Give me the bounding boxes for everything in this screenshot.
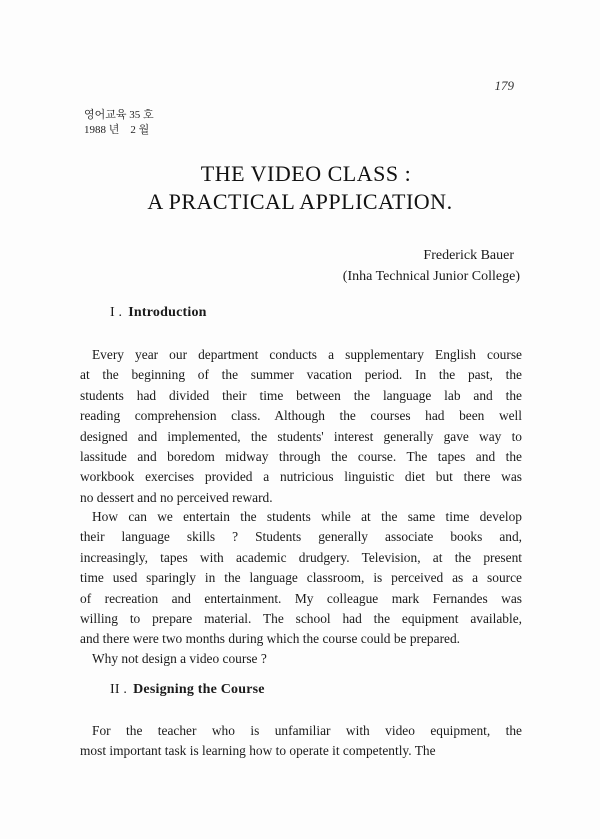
paragraph-1 bbox=[80, 345, 522, 508]
author-affiliation: (Inha Technical Junior College) bbox=[342, 269, 520, 284]
title-line-1: THE VIDEO CLASS : bbox=[200, 161, 412, 186]
text-line: Every year our department conducts a supplementary English course bbox=[92, 347, 522, 362]
section-heading-introduction bbox=[110, 305, 207, 321]
journal-date: 1988 년 2 월 bbox=[84, 124, 150, 136]
text-line: lassitude and boredom midway through the course. The tapes and the bbox=[80, 449, 522, 465]
author-name: Frederick Bauer bbox=[423, 248, 514, 263]
text-line: Why not design a video course ? bbox=[92, 651, 267, 666]
text-line: designed and implemented, the students' interest generally gave way to bbox=[80, 428, 522, 444]
section-title: Introduction bbox=[128, 305, 207, 320]
text-line: willing to prepare material. The school had the equipment available, bbox=[80, 611, 522, 627]
page-number: 179 bbox=[494, 78, 514, 93]
paragraph-4 bbox=[80, 721, 522, 762]
title-line-2: A PRACTICAL APPLICATION. bbox=[147, 189, 453, 214]
text-line: most important task is learning how to operate it competently. The bbox=[80, 743, 436, 759]
text-line: their language skills ? Students generally associate books and, bbox=[80, 529, 522, 545]
text-line: students had divided their time between the language lab and the bbox=[80, 387, 522, 403]
author-block bbox=[343, 245, 520, 287]
section-title: Designing the Course bbox=[133, 682, 265, 697]
text-line: of recreation and entertainment. My colleague mark Fernandes was bbox=[80, 590, 522, 606]
text-line: at the beginning of the summer vacation period. In the past, the bbox=[80, 367, 522, 383]
text-line: no dessert and no perceived reward. bbox=[80, 489, 273, 505]
text-line: increasingly, tapes with academic drudgery. Television, at the present bbox=[80, 549, 522, 565]
section-numeral: I . bbox=[110, 305, 123, 320]
text-line: workbook exercises provided a nutricious linguistic diet but there was bbox=[80, 469, 522, 485]
paper-title bbox=[0, 160, 600, 216]
text-line: For the teacher who is unfamiliar with video equipment, the bbox=[92, 723, 522, 738]
section-heading-designing bbox=[110, 682, 265, 698]
paragraph-2 bbox=[80, 507, 522, 650]
text-line: How can we entertain the students while at the same time develop bbox=[92, 509, 522, 524]
section-numeral: II . bbox=[110, 682, 128, 697]
journal-info bbox=[84, 108, 154, 138]
paragraph-3 bbox=[80, 649, 522, 669]
text-line: reading comprehension class. Although the courses had been well bbox=[80, 408, 522, 424]
text-line: time used sparingly in the language classroom, is perceived as a source bbox=[80, 570, 522, 586]
text-line: and there were two months during which the course could be prepared. bbox=[80, 631, 461, 647]
journal-volume: 영어교육 35 호 bbox=[84, 109, 154, 121]
